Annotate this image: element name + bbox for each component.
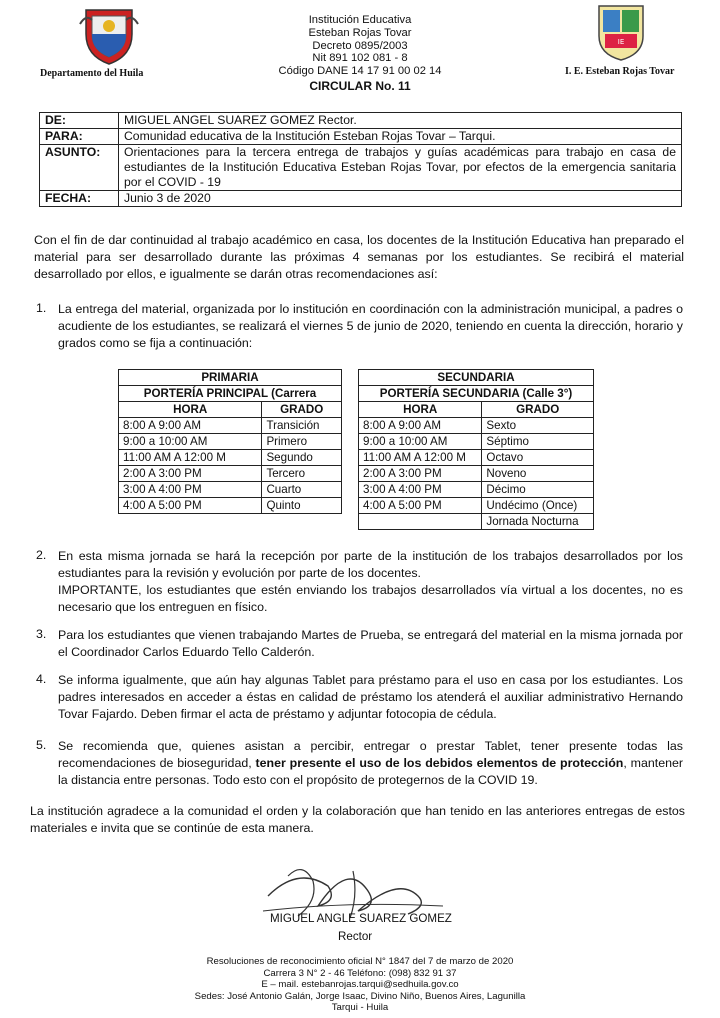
item-3-text: Para los estudiantes que vienen trabajando Martes de Prueba, se entregará del material en la misma jornada por el Coordinador Carlos Eduardo Tello Calderón. [58,628,683,659]
footer-resolution: Resoluciones de reconocimiento oficial N° 1847 del 7 de marzo de 2020 [206,956,514,967]
col-hora: HORA [359,402,482,418]
nit: Nit 891 102 081 - 8 [312,52,408,65]
secundaria-schedule-table [358,369,594,530]
footer-sedes: Sedes: José Antonio Galán, Jorge Isaac, Divino Niño, Buenos Aires, Lagunilla [194,990,526,1002]
de-value: MIGUEL ANGEL SUAREZ GOMEZ Rector. [119,113,682,129]
huila-crest-logo [78,4,140,71]
grado-cell: Quinto [262,498,342,514]
schedule-row [359,450,594,466]
item-2-text: En esta misma jornada se hará la recepción por parte de la institución de los trabajos desarrollados por los estudiantes para la revisión y evolución por parte de los docentes. [58,549,683,580]
item-1-text: La entrega del material, organizada por lo institución en coordinación con la administración municipal, a padres o acudiente de los estudiantes, se realizará el viernes 5 de junio de 2020, teniendo en cuenta la dirección, horario y grados como se fija a continuación: [58,302,683,350]
item-2-important: IMPORTANTE, los estudiantes que estén enviando los trabajos desarrollados vía virtual a los docentes, no es necesario que los entreguen en físico. [58,583,683,614]
fecha-label: FECHA: [40,191,119,207]
para-row [40,129,682,145]
de-label: DE: [40,113,119,129]
de-row [40,113,682,129]
schedule-row [359,514,594,530]
item-number: 1. [36,301,47,315]
para-value: Comunidad educativa de la Institución Esteban Rojas Tovar – Tarqui. [119,129,682,145]
asunto-label: ASUNTO: [40,145,119,191]
item-number: 5. [36,738,47,752]
item-5-bold: tener presente el uso de los debidos elementos de protección [255,756,624,770]
item-5-text [58,738,683,789]
signatory-role: Rector [338,930,373,943]
right-caption: I. E. Esteban Rojas Tovar [565,66,675,77]
para-label: PARA: [40,129,119,145]
col-grado: GRADO [262,402,342,418]
svg-text:IE: IE [617,38,625,46]
asunto-value: Orientaciones para la tercera entrega de trabajos y guías académicas para trabajo en casa de estudiantes de la Institución Educativa Esteban Rojas Tovar, por efectos de la emergencia sanitaria por el COVID - 19 [119,145,682,191]
hora-cell: 4:00 A 5:00 PM [359,498,482,514]
memo-header-table [39,112,682,207]
hora-cell: 9:00 a 10:00 AM [359,434,482,450]
circular-title: CIRCULAR No. 11 [309,78,411,93]
footer-address: Carrera 3 N° 2 - 46 Teléfono: (098) 832 91 37 [263,967,457,979]
hora-cell: 2:00 A 3:00 PM [359,466,482,482]
asunto-row [40,145,682,191]
institution-line1: Institución Educativa [308,14,412,26]
hora-cell: 3:00 A 4:00 PM [359,482,482,498]
footer-city: Tarqui - Huila [331,1002,389,1014]
grado-cell: Cuarto [262,482,342,498]
hora-cell: 2:00 A 3:00 PM [119,466,262,482]
schedule-row [119,466,342,482]
hora-cell: 3:00 A 4:00 PM [119,482,262,498]
schedule-row [119,434,342,450]
schedule-row [119,450,342,466]
schedule-row [359,466,594,482]
grado-cell: Tercero [262,466,342,482]
institution-line2: Esteban Rojas Tovar [308,26,412,39]
decree: Decreto 0895/2003 [312,39,408,52]
primaria-schedule-table [118,369,342,514]
closing-paragraph: La institución agradece a la comunidad el orden y la colaboración que han tenido en las anteriores entregas de estos materiales e invita que se continúe de esta manera. [30,804,685,835]
item-number: 4. [36,672,47,686]
fecha-value: Junio 3 de 2020 [119,191,682,207]
item-2 [58,548,683,616]
footer [160,956,560,1014]
secundaria-title: SECUNDARIA [359,370,594,386]
schedule-row [359,482,594,498]
schedule-row [119,482,342,498]
schedule-row [359,434,594,450]
signatory-name: MIGUEL ANGLE SUAREZ GOMEZ [270,912,452,925]
grado-cell: Noveno [482,466,594,482]
fecha-row [40,191,682,207]
schedule-row [359,418,594,434]
grado-cell: Sexto [482,418,594,434]
letterhead [230,14,490,93]
item-5-part2: , mantener la distancia entre personas. Todo esto con el propósito de protegernos de la COVID 19. [58,756,683,787]
primaria-location: PORTERÍA PRINCIPAL (Carrera [119,386,342,402]
hora-cell: 8:00 A 9:00 AM [119,418,262,434]
grado-cell: Primero [262,434,342,450]
grado-cell: Octavo [482,450,594,466]
left-caption: Departamento del Huila [40,68,144,79]
hora-cell: 9:00 a 10:00 AM [119,434,262,450]
hora-cell [359,514,482,530]
grado-cell: Undécimo (Once) [482,498,594,514]
item-number: 2. [36,548,47,562]
footer-email: E – mail. estebanrojas.tarqui@sedhuila.gov.co [261,979,459,991]
hora-cell: 11:00 AM A 12:00 M [119,450,262,466]
grado-cell: Transición [262,418,342,434]
dane-code: Código DANE 14 17 91 00 02 14 [278,65,442,78]
school-crest-logo [595,2,647,67]
hora-cell: 4:00 A 5:00 PM [119,498,262,514]
hora-cell: 11:00 AM A 12:00 M [359,450,482,466]
schedule-row [359,498,594,514]
col-hora: HORA [119,402,262,418]
item-4-text: Se informa igualmente, que aún hay algunas Tablet para préstamo para el uso en casa por los estudiantes. Los padres interesados en acceder a éstas en calidad de préstamo los atenderá el auxiliar administrativo Hernando Tovar Fajardo. Deben firmar el acta de préstamo y adjuntar fotocopia de cédula. [58,673,683,721]
col-grado: GRADO [482,402,594,418]
item-5-part1: Se recomienda que, quienes asistan a percibir, entregar o prestar Tablet, tener presente todas las recomendaciones de bioseguridad, [58,739,683,770]
schedule-row [119,498,342,514]
secundaria-location: PORTERÍA SECUNDARIA (Calle 3°) [359,386,594,402]
grado-cell: Jornada Nocturna [482,514,594,530]
grado-cell: Segundo [262,450,342,466]
intro-paragraph: Con el fin de dar continuidad al trabajo académico en casa, los docentes de la Institución Educativa han preparado el material para ser desarrollado durante las próximas 4 semanas por los estudiantes. Se recibirá el material desarrollado por ellos, e igualmente se darán otras recomendaciones así: [34,233,684,281]
schedule-row [119,418,342,434]
grado-cell: Décimo [482,482,594,498]
hora-cell: 8:00 A 9:00 AM [359,418,482,434]
grado-cell: Séptimo [482,434,594,450]
item-number: 3. [36,627,47,641]
primaria-title: PRIMARIA [119,370,342,386]
